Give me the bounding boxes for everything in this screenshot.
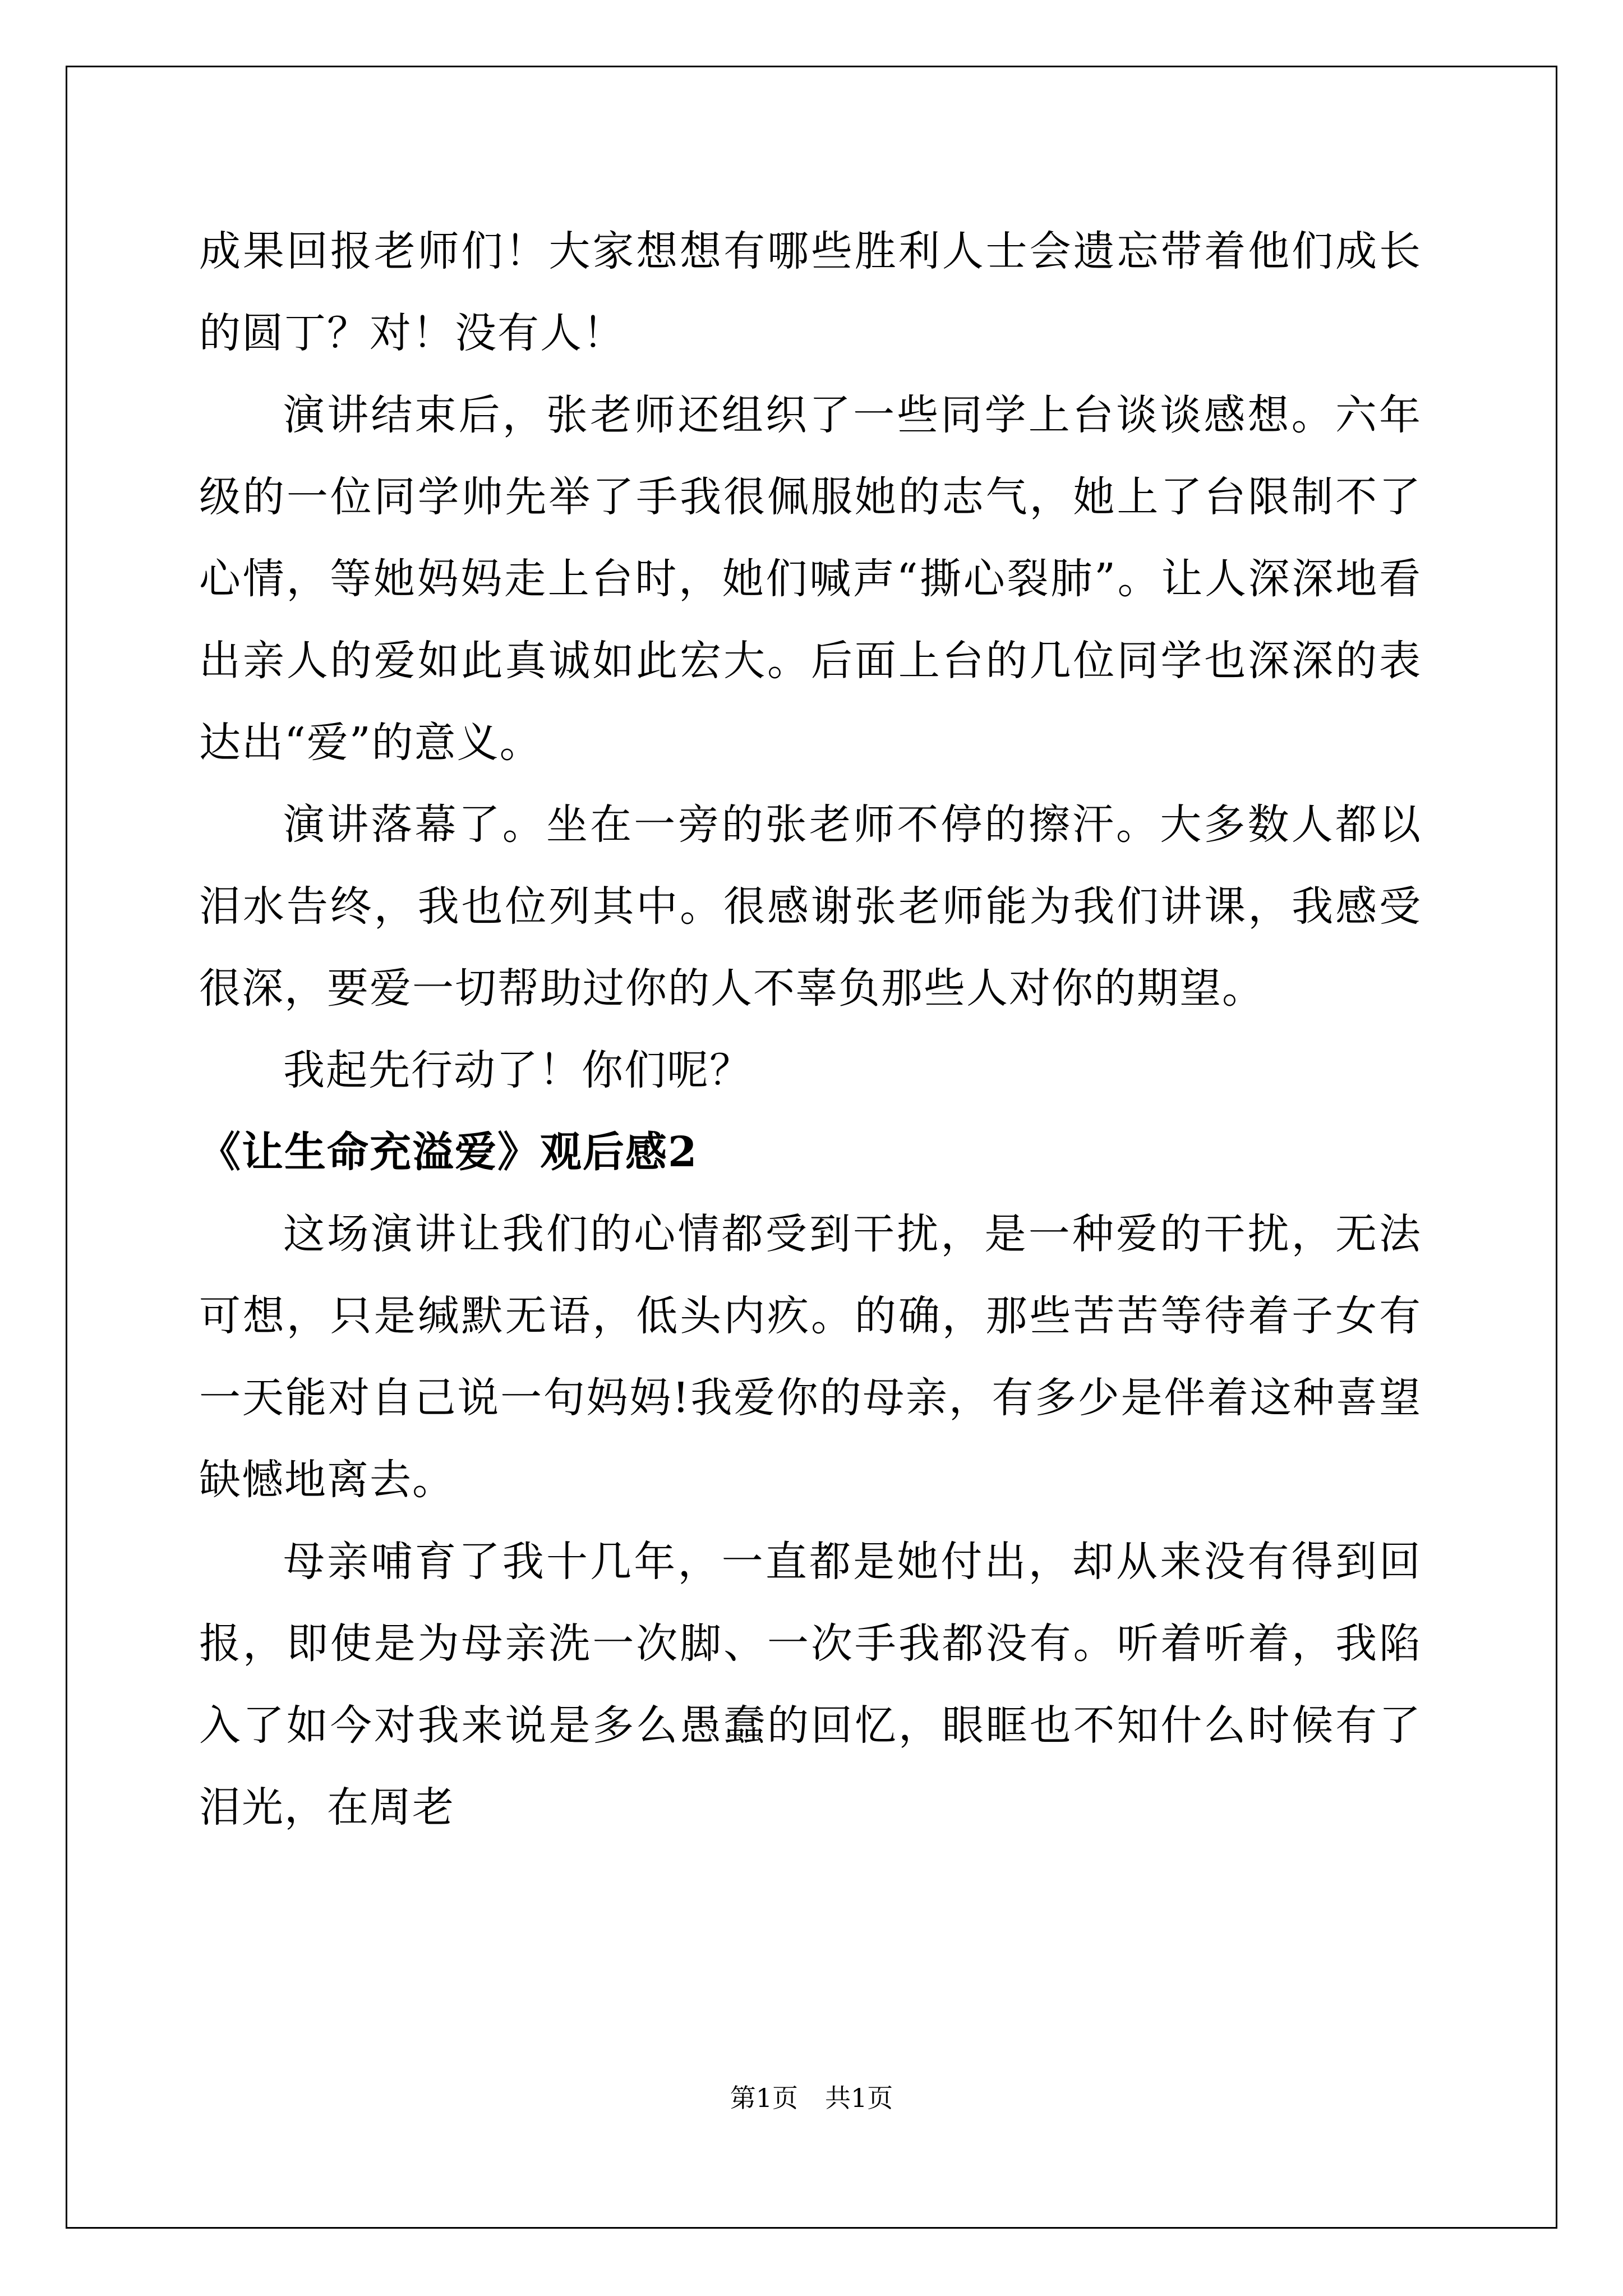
paragraph-4: 我起先行动了！你们呢？	[283, 1046, 752, 1094]
page-number: 第1页	[730, 2083, 798, 2113]
paragraph-6: 母亲哺育了我十几年，一直都是她付出，却从来没有得到回报，即使是为母亲洗一次脚、一次手我都没有。听着听着，我陷入了如今对我来说是多么愚蠢的回忆，眼眶也不知什么时候有了泪光，在周老	[199, 1538, 1422, 1832]
page-footer	[0, 2081, 1623, 2115]
paragraph-1: 成果回报老师们！大家想想有哪些胜利人士会遗忘带着他们成长的圆丁？对！没有人！	[199, 227, 1422, 357]
total-pages: 共1页	[825, 2083, 893, 2113]
paragraph-3: 演讲落幕了。坐在一旁的张老师不停的擦汗。大多数人都以泪水告终，我也位列其中。很感谢张老师能为我们讲课，我感受很深，要爱一切帮助过你的人不辜负那些人对你的期望。	[199, 800, 1422, 1013]
paragraph-5: 这场演讲让我们的心情都受到干扰，是一种爱的干扰，无法可想，只是缄默无语，低头内疚。的确，那些苦苦等待着子女有一天能对自己说一句妈妈!我爱你的母亲，有多少是伴着这种喜望缺憾地离去。	[199, 1210, 1422, 1504]
paragraph-2: 演讲结束后，张老师还组织了一些同学上台谈谈感想。六年级的一位同学帅先举了手我很佩服她的志气，她上了台限制不了心情，等她妈妈走上台时，她们喊声“撕心裂肺”。让人深深地看出亲人的爱如此真诚如此宏大。后面上台的几位同学也深深的表达出“爱”的意义。	[199, 391, 1422, 767]
document-body	[199, 210, 1422, 1848]
section-heading: 《让生命充溢爱》观后感2	[199, 1128, 698, 1176]
